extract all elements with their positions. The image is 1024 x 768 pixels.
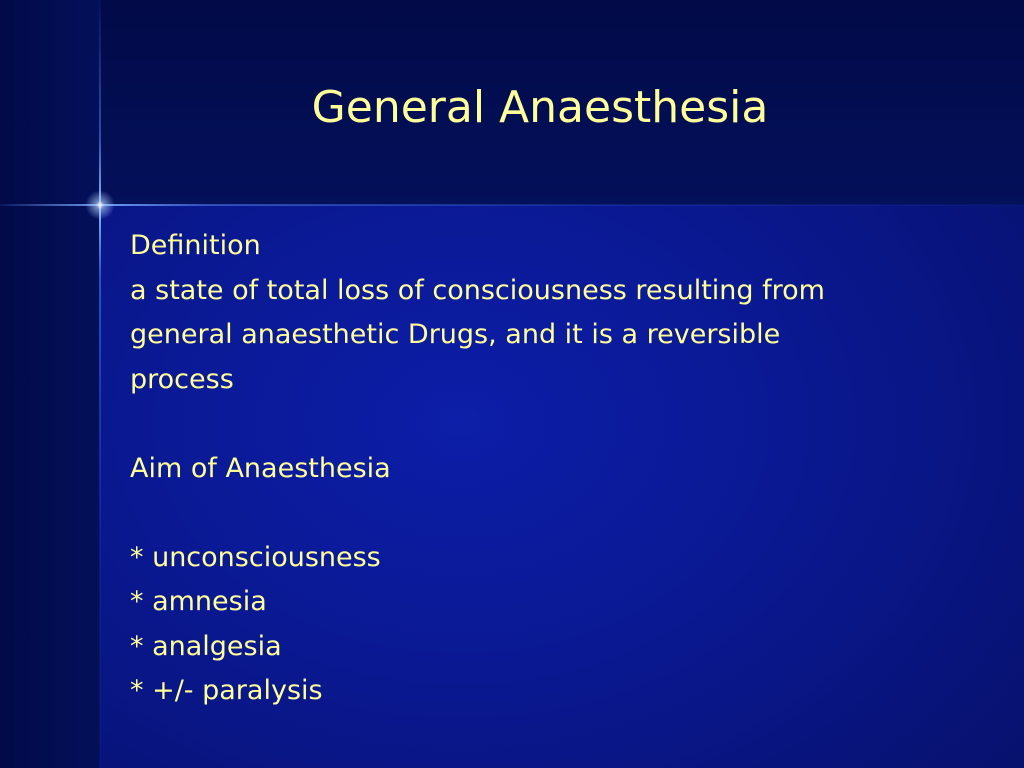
horizontal-light-line bbox=[0, 204, 1024, 206]
spacer bbox=[130, 402, 990, 447]
aim-heading: Aim of Anaesthesia bbox=[130, 452, 391, 484]
aim-item: * amnesia bbox=[130, 586, 267, 617]
sparkle-icon bbox=[85, 190, 115, 220]
definition-line: process bbox=[130, 363, 234, 395]
definition-line: general anaesthetic Drugs, and it is a reversible bbox=[130, 319, 781, 350]
spacer bbox=[130, 491, 990, 536]
definition-heading: Definition bbox=[130, 230, 261, 261]
aim-item: * unconsciousness bbox=[130, 541, 381, 573]
left-band bbox=[0, 0, 100, 768]
definition-line: a state of total loss of consciousness resulting from bbox=[130, 274, 825, 306]
aim-item: * analgesia bbox=[130, 630, 282, 662]
slide-body bbox=[130, 224, 990, 714]
slide-title: General Anaesthesia bbox=[311, 82, 769, 133]
aim-item: * +/- paralysis bbox=[130, 675, 323, 706]
